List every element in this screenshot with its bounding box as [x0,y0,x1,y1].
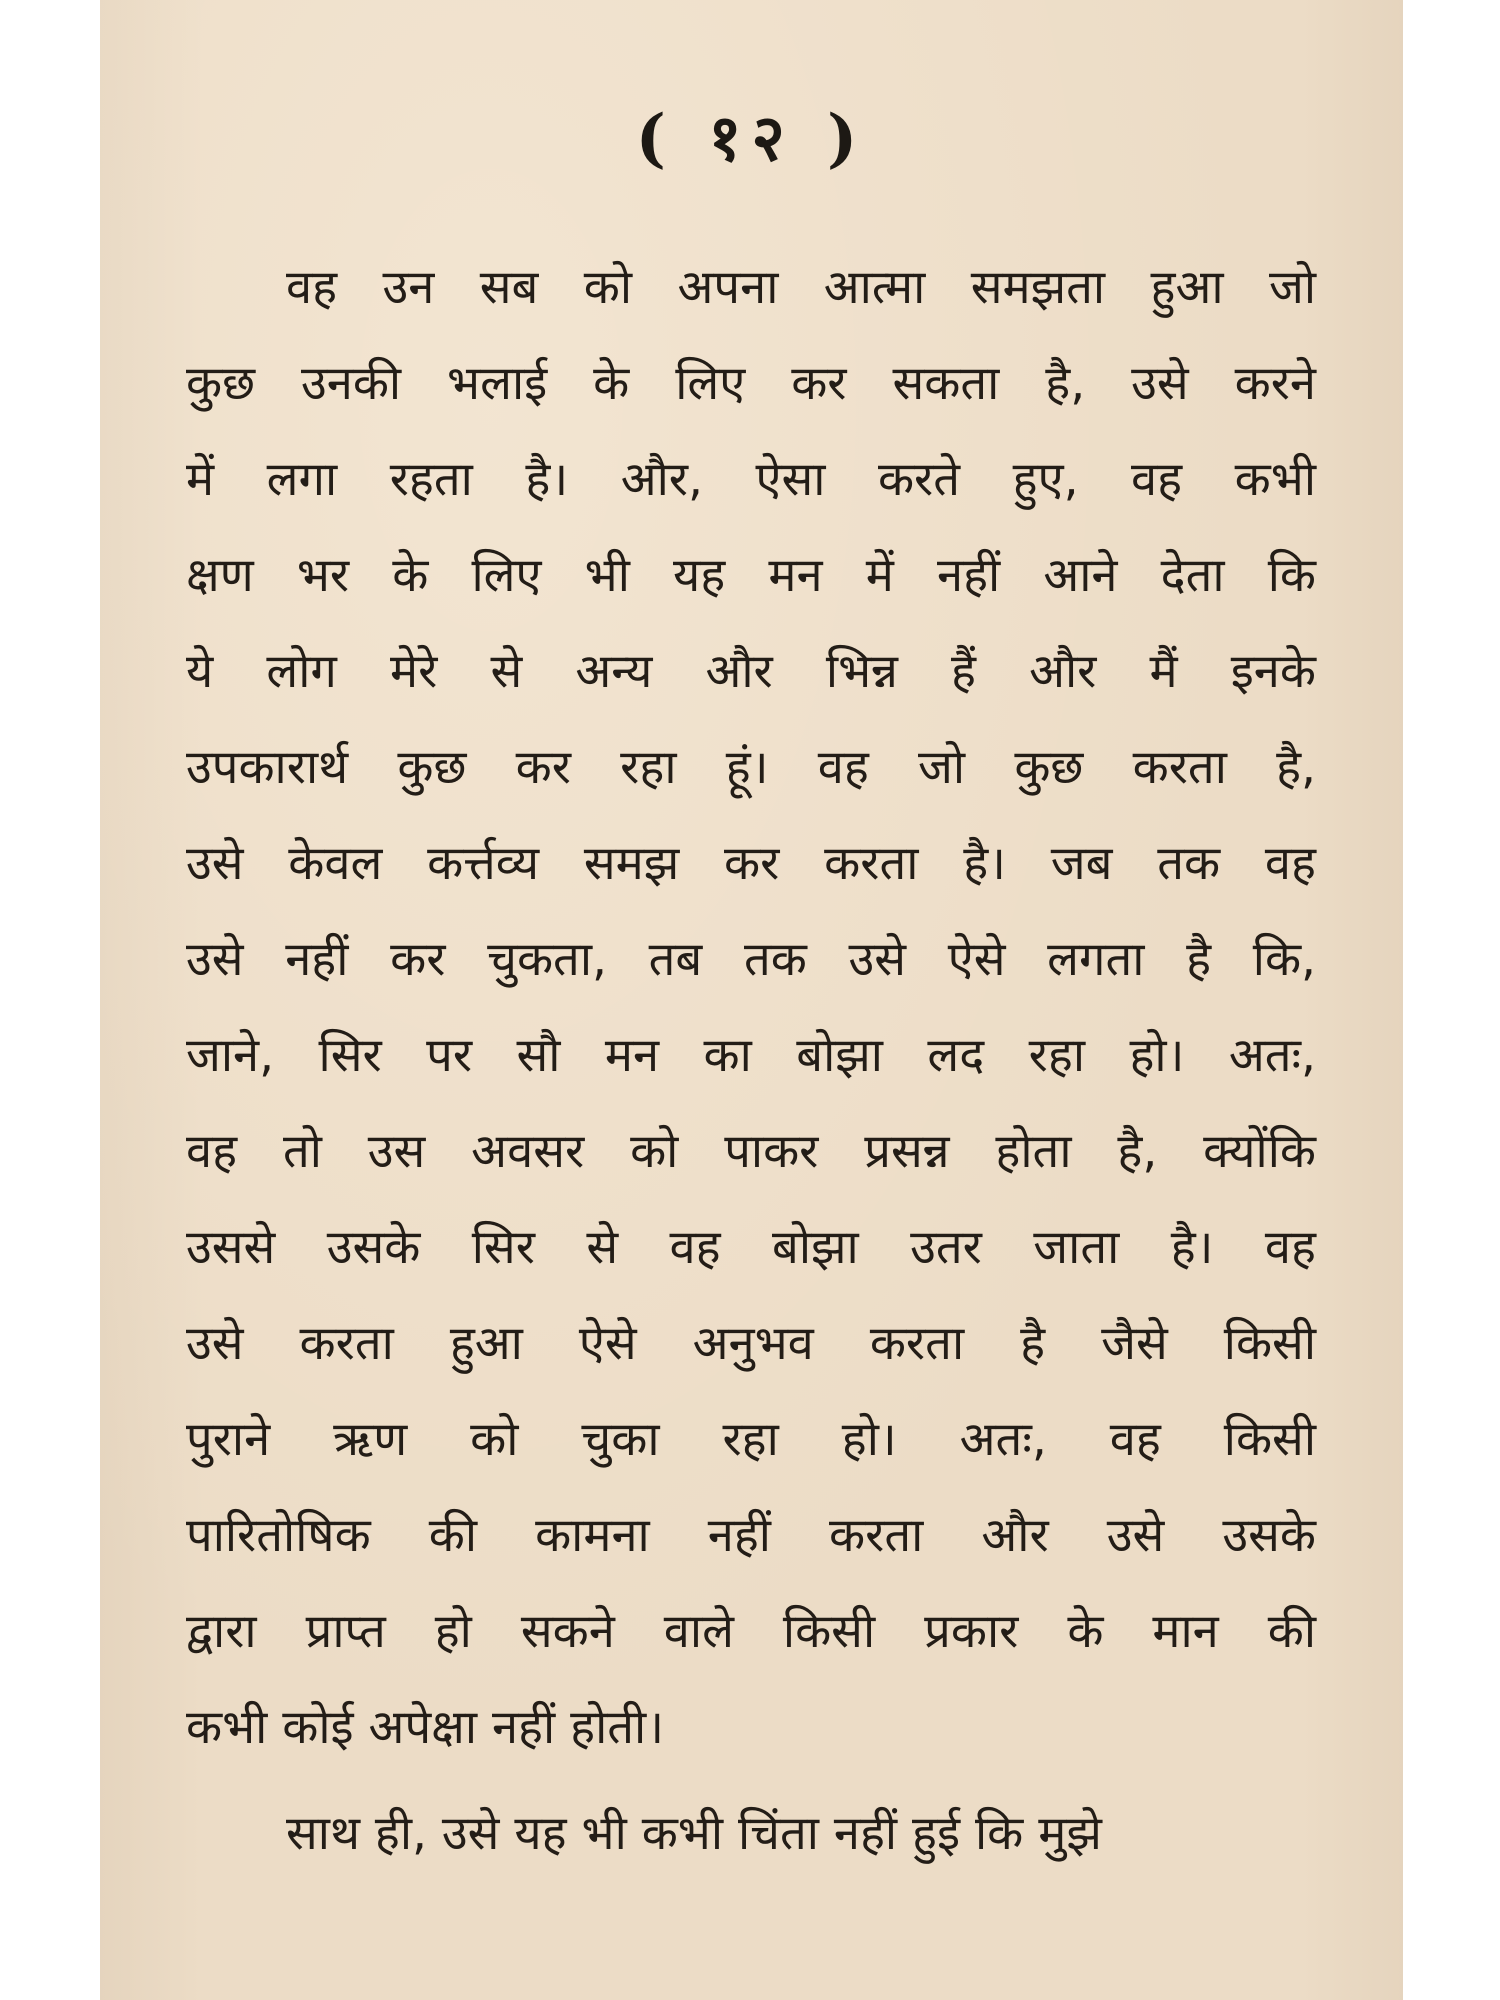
text-line: कुछ उनकी भलाई के लिए कर सकता है, उसे करने [186,356,1316,411]
paragraph-1 [186,240,1316,1776]
text-line: क्षण भर के लिए भी यह मन में नहीं आने देता कि [186,548,1316,603]
text-line: में लगा रहता है। और, ऐसा करते हुए, वह कभी [186,452,1316,507]
text-line: उसे नहीं कर चुकता, तब तक उसे ऐसे लगता है कि, [186,932,1316,987]
text-line: द्वारा प्राप्त हो सकने वाले किसी प्रकार के मान की [186,1604,1316,1659]
text-line: उसे करता हुआ ऐसे अनुभव करता है जैसे किसी [186,1316,1316,1371]
paragraph-2 [186,1786,1316,1882]
text-line: कभी कोई अपेक्षा नहीं होती। [186,1700,665,1755]
text-line: जाने, सिर पर सौ मन का बोझा लद रहा हो। अतः, [186,1028,1316,1083]
text-line: वह तो उस अवसर को पाकर प्रसन्न होता है, क्योंकि [186,1124,1316,1179]
text-line: उससे उसके सिर से वह बोझा उतर जाता है। वह [186,1220,1316,1275]
text-line: उपकारार्थ कुछ कर रहा हूं। वह जो कुछ करता है, [186,740,1316,795]
body-text [186,240,1316,1882]
book-page [100,0,1403,2000]
text-line: साथ ही, उसे यह भी कभी चिंता नहीं हुई कि मुझे [286,1806,1102,1861]
text-line: पारितोषिक की कामना नहीं करता और उसे उसके [186,1508,1316,1563]
text-line: उसे केवल कर्त्तव्य समझ कर करता है। जब तक वह [186,836,1316,891]
paragraph-spacer [186,1776,1316,1786]
text-line: ये लोग मेरे से अन्य और भिन्न हैं और मैं इनके [186,644,1316,699]
text-line: पुराने ऋण को चुका रहा हो। अतः, वह किसी [186,1412,1316,1467]
page-number: ( १२ ) [635,101,868,176]
text-line: वह उन सब को अपना आत्मा समझता हुआ जो [286,260,1316,315]
